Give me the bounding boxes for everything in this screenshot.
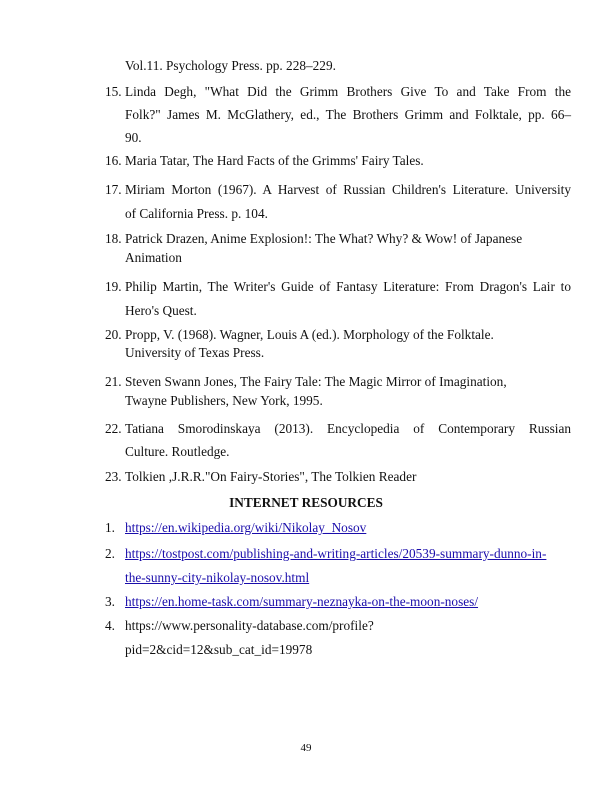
resource-url-text-continued: pid=2&cid=12&sub_cat_id=19978 [125, 642, 313, 657]
resource-number: 3. [105, 594, 115, 609]
reference-line: Linda Degh, "What Did the Grimm Brothers Give To and Take From the [125, 84, 571, 99]
resource-url-text: https://www.personality-database.com/profile? [125, 618, 374, 633]
reference-number: 20. [105, 327, 122, 342]
reference-line: Miriam Morton (1967). A Harvest of Russian Children's Literature. University [125, 182, 571, 197]
resource-link-tostpost-continued[interactable]: the-sunny-city-nikolay-nosov.html [125, 570, 310, 585]
section-heading-internet-resources: INTERNET RESOURCES [229, 495, 383, 510]
reference-number: 16. [105, 153, 122, 168]
reference-line: Tatiana Smorodinskaya (2013). Encyclopedia of Contemporary Russian [125, 421, 571, 436]
reference-line: Culture. Routledge. [125, 444, 230, 459]
reference-number: 17. [105, 182, 122, 197]
reference-line: Philip Martin, The Writer's Guide of Fantasy Literature: From Dragon's Lair to [125, 279, 571, 294]
page-number: 49 [300, 742, 312, 754]
reference-line: Tolkien ,J.R.R."On Fairy-Stories", The Tolkien Reader [125, 469, 417, 484]
resource-number: 4. [105, 618, 115, 633]
reference-line: Twayne Publishers, New York, 1995. [125, 393, 323, 408]
reference-line: Folk?" James M. McGlathery, ed., The Brothers Grimm and Folktale, pp. 66– [125, 107, 571, 122]
reference-line: Propp, V. (1968). Wagner, Louis A (ed.). Morphology of the Folktale. [125, 327, 494, 342]
reference-number: 23. [105, 469, 122, 484]
reference-line: Hero's Quest. [125, 303, 197, 318]
reference-line: of California Press. p. 104. [125, 206, 268, 221]
reference-number: 22. [105, 421, 122, 436]
resource-link-wikipedia[interactable]: https://en.wikipedia.org/wiki/Nikolay_Nosov [125, 520, 367, 535]
reference-line: Steven Swann Jones, The Fairy Tale: The Magic Mirror of Imagination, [125, 374, 507, 389]
reference-number: 21. [105, 374, 122, 389]
reference-line: 90. [125, 130, 142, 145]
reference-line: Vol.11. Psychology Press. pp. 228–229. [125, 58, 336, 73]
resource-number: 2. [105, 546, 115, 561]
reference-line: University of Texas Press. [125, 345, 265, 360]
reference-number: 15. [105, 84, 122, 99]
reference-number: 19. [105, 279, 122, 294]
reference-line: Animation [125, 250, 182, 265]
resource-link-tostpost[interactable]: https://tostpost.com/publishing-and-writing-articles/20539-summary-dunno-in- [125, 546, 547, 561]
reference-line: Maria Tatar, The Hard Facts of the Grimms' Fairy Tales. [125, 153, 424, 168]
resource-link-home-task[interactable]: https://en.home-task.com/summary-neznayka-on-the-moon-noses/ [125, 594, 479, 609]
resource-number: 1. [105, 520, 115, 535]
reference-number: 18. [105, 231, 122, 246]
reference-line: Patrick Drazen, Anime Explosion!: The What? Why? & Wow! of Japanese [125, 231, 523, 246]
